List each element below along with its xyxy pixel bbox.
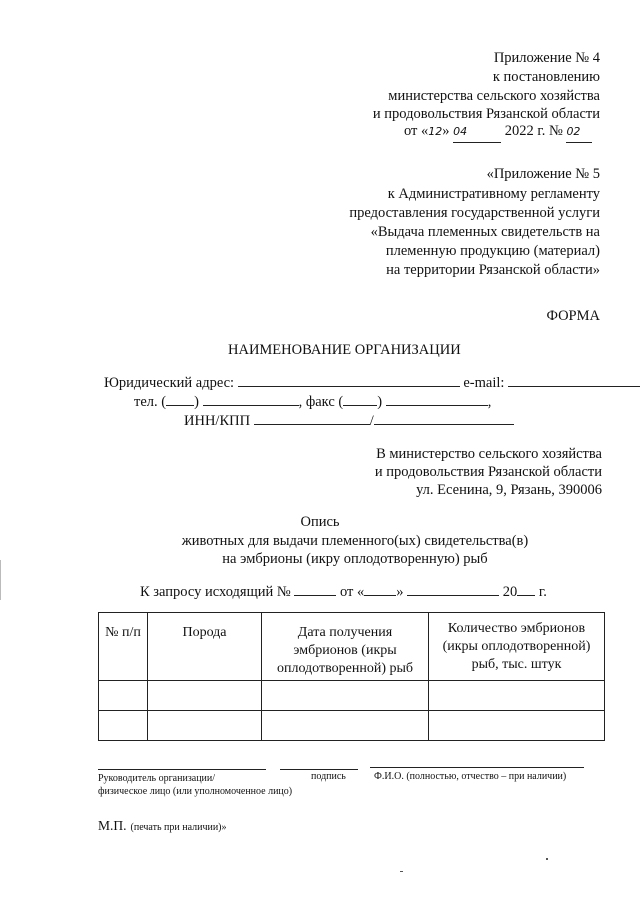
signature-head-label2: физическое лицо (или уполномоченное лицо)	[98, 786, 293, 797]
request-g: г.	[538, 584, 547, 600]
phone-code-field[interactable]	[166, 405, 194, 406]
phone-fax-line	[134, 392, 491, 412]
title-line2: животных для выдачи племенного(ых) свидетельства(в)	[181, 533, 529, 549]
inn-line	[184, 411, 514, 431]
table-cell[interactable]	[429, 681, 605, 711]
request-from: от «	[340, 584, 365, 600]
table-cell[interactable]	[148, 711, 262, 741]
appendix5-line3: предоставления государственной услуги	[349, 205, 600, 221]
table-cell[interactable]	[262, 711, 429, 741]
request-year-field[interactable]	[517, 595, 535, 596]
stamp-line	[98, 817, 227, 835]
recipient-line1: В министерство сельского хозяйства	[376, 446, 602, 462]
request-number-field[interactable]	[294, 595, 336, 596]
request-year-prefix: 20	[502, 584, 518, 600]
table-row	[99, 711, 605, 741]
signature-fio-label: Ф.И.О. (полностью, отчество – при наличии)	[374, 771, 567, 782]
date-day-handwritten: 12	[428, 125, 443, 138]
legal-address-label: Юридический адрес:	[104, 375, 235, 391]
request-line	[140, 582, 547, 602]
scan-artifact-dot	[400, 871, 403, 872]
appendix5-line2: к Административному регламенту	[387, 186, 600, 202]
appendix4-date-line	[404, 121, 592, 143]
table-cell[interactable]	[99, 681, 148, 711]
table-cell[interactable]	[99, 711, 148, 741]
signature-fio-line[interactable]	[370, 767, 584, 768]
signature-head-line[interactable]	[98, 769, 266, 770]
date-prefix: от «	[404, 123, 429, 139]
header-quantity: Количество эмбрионов (икры оплодотворенной) рыб, тыс. штук	[429, 613, 605, 681]
appendix4-line4: и продовольствия Рязанской области	[372, 106, 600, 122]
fax-comma: ,	[487, 394, 492, 410]
inn-slash: /	[369, 413, 374, 429]
table-header-row	[99, 613, 605, 681]
header-number: № п/п	[99, 613, 148, 681]
inn-label: ИНН/КПП	[184, 413, 251, 429]
request-prefix: К запросу исходящий №	[140, 584, 291, 600]
appendix4-line3: министерства сельского хозяйства	[388, 88, 600, 104]
date-mid: »	[442, 123, 450, 139]
request-quote-close: »	[396, 584, 404, 600]
recipient-line2: и продовольствия Рязанской области	[374, 464, 602, 480]
appendix4-line1: Приложение № 4	[493, 50, 600, 66]
recipient-line3: ул. Есенина, 9, Рязань, 390006	[416, 482, 602, 498]
header-breed: Порода	[148, 613, 262, 681]
legal-address-line	[104, 373, 640, 393]
email-field[interactable]	[508, 386, 640, 387]
scan-artifact-dot	[546, 858, 548, 860]
email-label: e-mail:	[463, 375, 505, 391]
stamp-note: (печать при наличии)»	[130, 822, 227, 833]
inn-field[interactable]	[254, 424, 370, 425]
header-date: Дата получения эмбрионов (икры оплодотворенной) рыб	[262, 613, 429, 681]
title-line3: на эмбрионы (икру оплодотворенную) рыб	[222, 551, 488, 567]
fax-code-field[interactable]	[343, 405, 377, 406]
appendix5-line1: «Приложение № 5	[486, 166, 600, 182]
phone-number-field[interactable]	[203, 405, 299, 406]
title-line1: Опись	[300, 514, 340, 530]
request-day-field[interactable]	[364, 595, 396, 596]
table-cell[interactable]	[429, 711, 605, 741]
appendix5-line6: на территории Рязанской области»	[386, 262, 600, 278]
appendix5-line4: «Выдача племенных свидетельств на	[370, 224, 600, 240]
org-name-heading: НАИМЕНОВАНИЕ ОРГАНИЗАЦИИ	[228, 342, 461, 358]
inventory-table	[98, 612, 605, 741]
fax-number-field[interactable]	[386, 405, 488, 406]
date-number-handwritten: 02	[566, 122, 592, 143]
legal-address-field[interactable]	[238, 386, 460, 387]
scan-artifact-edge	[0, 560, 1, 600]
appendix5-line5: племенную продукцию (материал)	[385, 243, 600, 259]
form-label: ФОРМА	[546, 308, 600, 324]
table-row	[99, 681, 605, 711]
phone-close: )	[194, 394, 199, 410]
request-month-field[interactable]	[407, 595, 499, 596]
kpp-field[interactable]	[374, 424, 514, 425]
signature-head-label: Руководитель организации/	[98, 773, 216, 784]
phone-label: тел. (	[134, 394, 167, 410]
appendix4-line2: к постановлению	[492, 69, 600, 85]
date-year: 2022 г. №	[504, 123, 563, 139]
fax-close: )	[377, 394, 383, 410]
date-month-handwritten: 04	[453, 122, 501, 143]
signature-sign-label: подпись	[311, 771, 346, 782]
stamp-mp: М.П.	[98, 818, 127, 833]
table-cell[interactable]	[262, 681, 429, 711]
fax-label: , факс (	[298, 394, 344, 410]
table-cell[interactable]	[148, 681, 262, 711]
